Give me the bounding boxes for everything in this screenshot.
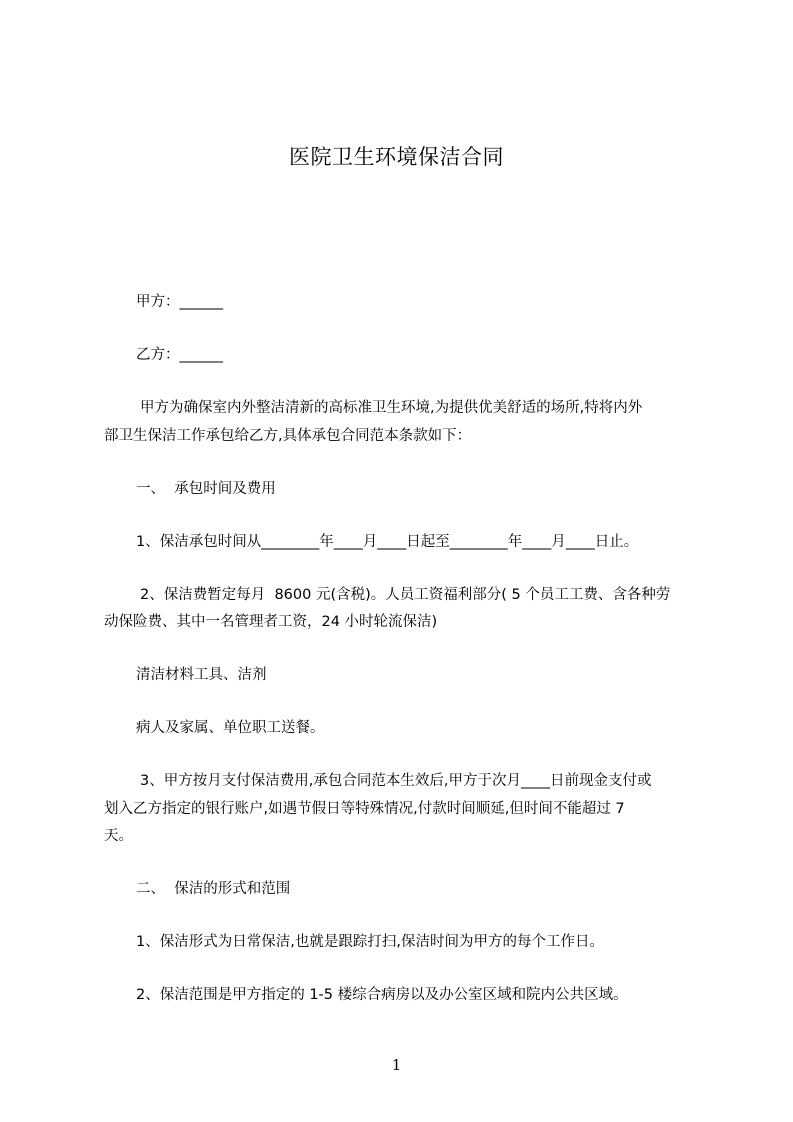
party-b-line: 乙方：______ — [136, 347, 223, 363]
clause-2-2: 2、保洁范围是甲方指定的 1-5 楼综合病房以及办公室区域和院内公共区域。 — [136, 987, 628, 1003]
clause-1-1: 1、保洁承包时间从________年____月____日起至________年____月____日止。 — [136, 534, 639, 550]
intro-paragraph-line-2: 部卫生保洁工作承包给乙方,具体承包合同范本条款如下： — [104, 428, 472, 444]
clause-1-2-line-2: 动保险费、其中一名管理者工资，24 小时轮流保洁) — [104, 614, 438, 630]
clause-1-3-line-1: 3、甲方按月支付保洁费用,承包合同范本生效后,甲方于次月____日前现金支付或 — [140, 773, 652, 789]
clause-1-3-line-3: 天。 — [104, 828, 133, 844]
page-number: 1 — [391, 1056, 402, 1074]
item-meals: 病人及家属、单位职工送餐。 — [136, 720, 325, 736]
page-title: 医院卫生环境保洁合同 — [289, 145, 504, 169]
intro-paragraph-line-1: 甲方为确保室内外整洁清新的高标准卫生环境,为提供优美舒适的场所,特将内外 — [140, 400, 643, 416]
clause-1-2-line-1: 2、保洁费暂定每月 8600 元(含税)。人员工资福利部分( 5 个员工工费、含各种劳 — [140, 587, 671, 603]
party-a-line: 甲方：______ — [136, 294, 223, 310]
clause-1-3-line-2: 划入乙方指定的银行账户,如遇节假日等特殊情况,付款时间顺延,但时间不能超过 7 — [104, 801, 625, 817]
section-2-heading: 二、 保洁的形式和范围 — [136, 881, 291, 897]
clause-2-1: 1、保洁形式为日常保洁,也就是跟踪打扫,保洁时间为甲方的每个工作日。 — [136, 934, 604, 950]
section-1-heading: 一、 承包时间及费用 — [136, 481, 276, 497]
item-materials: 清洁材料工具、洁剂 — [136, 667, 267, 683]
